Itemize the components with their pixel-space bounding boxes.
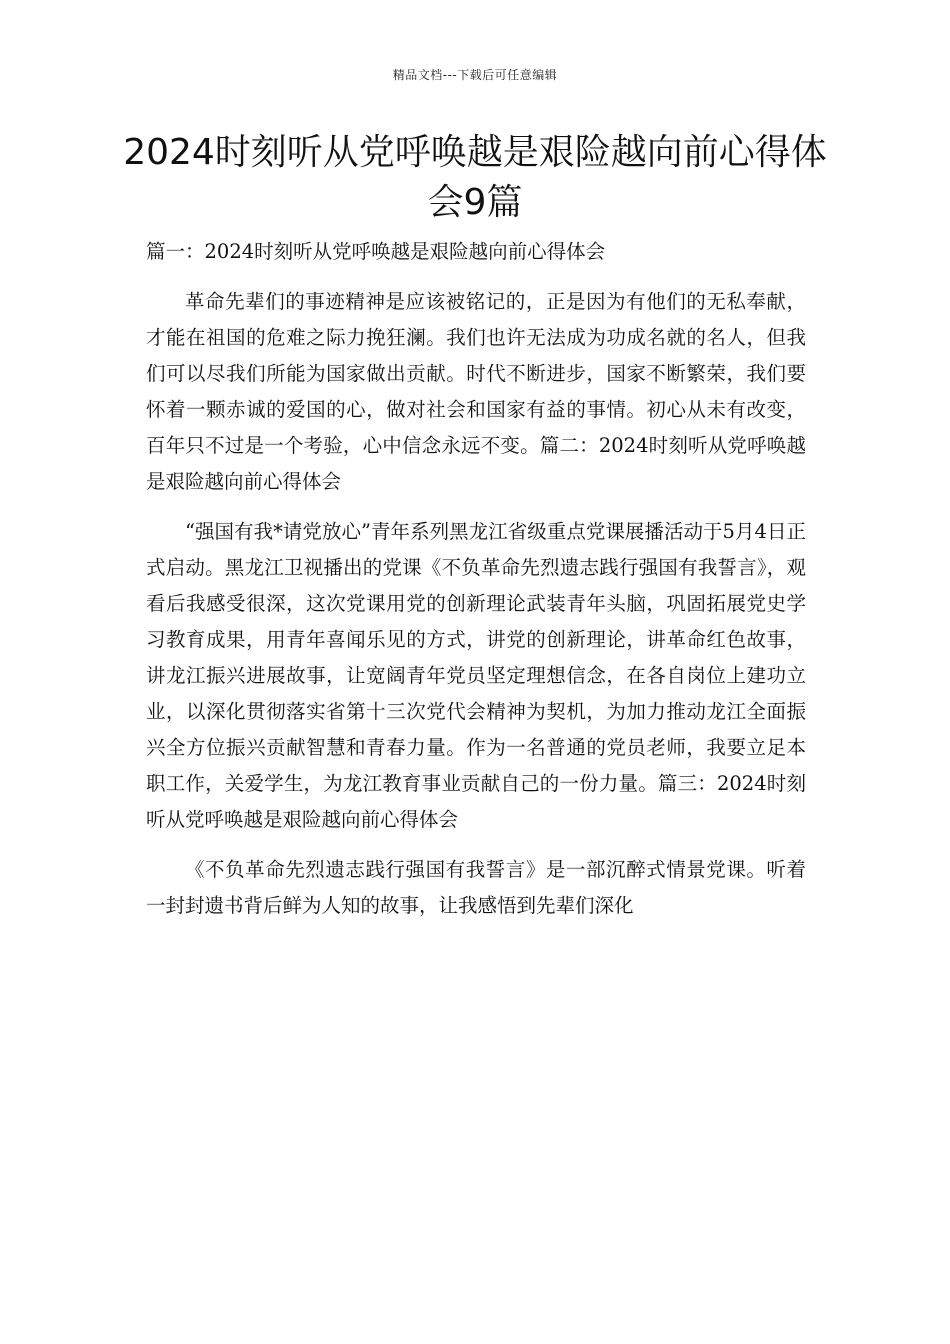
section-heading: 篇一：2024时刻听从党呼唤越是艰险越向前心得体会 <box>146 240 606 263</box>
paragraph: 《不负革命先烈遗志践行强国有我誓言》是一部沉醉式情景党课。听着一封封遗书背后鲜为人知的故事，让我感悟到先辈们深化 <box>146 858 806 917</box>
paragraph: “强国有我*请党放心”青年系列黑龙江省级重点党课展播活动于5月4日正式启动。黑龙江卫视播出的党课《不负革命先烈遗志践行强国有我誓言》，观看后我感受很深，这次党课用党的创新理论武装青年头脑，巩固拓展党史学习教育成果，用青年喜闻乐见的方式，讲党的创新理论，讲革命红色故事，讲龙江振兴进展故事，让宽阔青年党员坚定理想信念，在各自岗位上建功立业，以深化贯彻落实省第十三次党代会精神为契机，为加力推动龙江全面振兴全方位振兴贡献智慧和青春力量。作为一名普通的党员老师，我要立足本职工作，关爱学生，为龙江教育事业贡献自己的一份力量。篇三：2024时刻听从党呼唤越是艰险越向前心得体会 <box>146 520 806 831</box>
paragraph: 革命先辈们的事迹精神是应该被铭记的，正是因为有他们的无私奉献，才能在祖国的危难之际力挽狂澜。我们也许无法成为功成名就的名人，但我们可以尽我们所能为国家做出贡献。时代不断进步，国家不断繁荣，我们要怀着一颗赤诚的爱国的心，做对社会和国家有益的事情。初心从未有改变，百年只不过是一个考验，心中信念永远不变。篇二：2024时刻听从党呼唤越是艰险越向前心得体会 <box>146 290 806 493</box>
header-note: 精品文档---下载后可任意编辑 <box>392 68 558 82</box>
document-body <box>146 234 806 924</box>
document-title: 2024时刻听从党呼唤越是艰险越向前心得体会9篇 <box>123 132 827 223</box>
